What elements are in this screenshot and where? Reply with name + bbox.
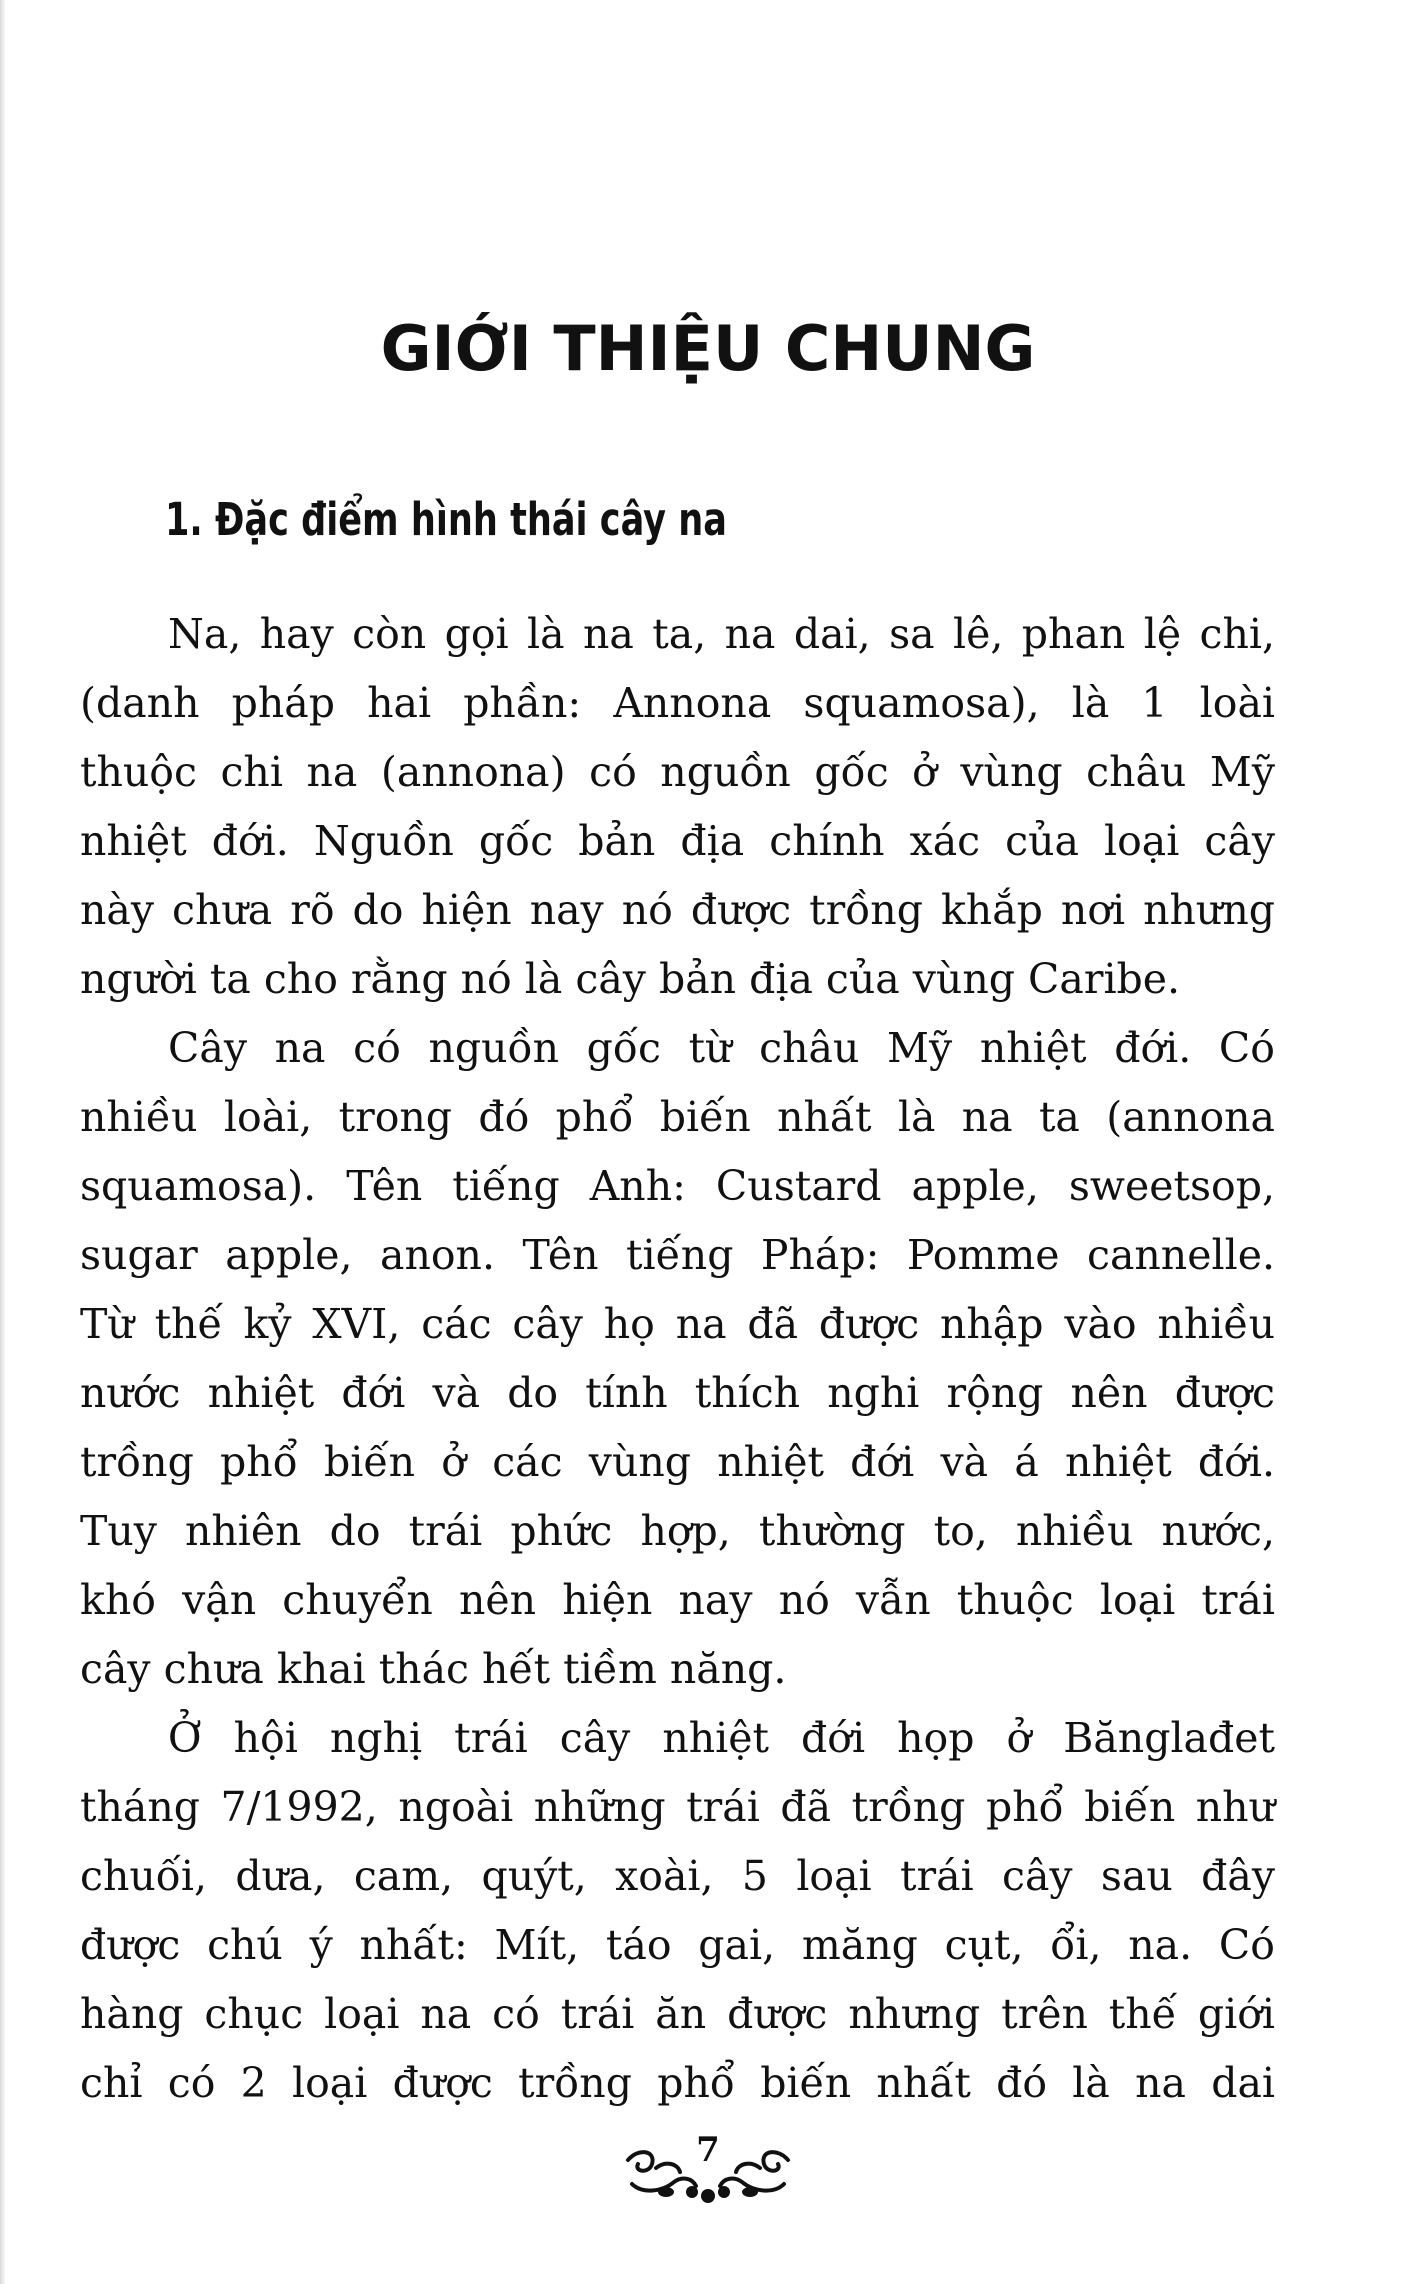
text-line: chỉ có 2 loại được trồng phổ biến nhất đó là na dai [80, 2059, 1275, 2107]
text-line: nhiệt đới. Nguồn gốc bản địa chính xác của loại cây [80, 817, 1275, 865]
paragraph-2 [80, 1014, 1275, 1704]
text-line: squamosa). Tên tiếng Anh: Custard apple, sweetsop, [80, 1162, 1275, 1210]
text-line: người ta cho rằng nó là cây bản địa của vùng Caribe. [80, 955, 1181, 1003]
text-line: (danh pháp hai phần: Annona squamosa), là 1 loài [80, 679, 1275, 727]
text-line: Ở hội nghị trái cây nhiệt đới họp ở Bănglađet [168, 1714, 1275, 1762]
text-line: nhiều loài, trong đó phổ biến nhất là na ta (annona [80, 1093, 1275, 1141]
text-line: cây chưa khai thác hết tiềm năng. [80, 1645, 787, 1693]
text-line: thuộc chi na (annona) có nguồn gốc ở vùng châu Mỹ [80, 748, 1275, 796]
text-line: chuối, dưa, cam, quýt, xoài, 5 loại trái cây sau đây [80, 1852, 1275, 1900]
page-number: 7 [696, 2130, 720, 2170]
body-text [80, 600, 1275, 2118]
text-line: sugar apple, anon. Tên tiếng Pháp: Pomme cannelle. [80, 1231, 1275, 1279]
paragraph-1 [80, 600, 1275, 1014]
text-line: nước nhiệt đới và do tính thích nghi rộng nên được [80, 1369, 1275, 1417]
page-footer [0, 2130, 1416, 2210]
text-line: này chưa rõ do hiện nay nó được trồng khắp nơi nhưng [80, 886, 1275, 934]
text-line: hàng chục loại na có trái ăn được nhưng trên thế giới [80, 1990, 1275, 2038]
paragraph-3 [80, 1704, 1275, 2118]
text-line: Tuy nhiên do trái phức hợp, thường to, nhiều nước, [80, 1507, 1275, 1555]
text-line: tháng 7/1992, ngoài những trái đã trồng phổ biến như [80, 1783, 1275, 1831]
text-line: trồng phổ biến ở các vùng nhiệt đới và á nhiệt đới. [80, 1438, 1275, 1486]
chapter-title: GIỚI THIỆU CHUNG [380, 312, 1036, 385]
text-line: Na, hay còn gọi là na ta, na dai, sa lê, phan lệ chi, [168, 610, 1275, 658]
section-heading: 1. Đặc điểm hình thái cây na [165, 493, 727, 546]
text-line: Cây na có nguồn gốc từ châu Mỹ nhiệt đới. Có [168, 1024, 1275, 1072]
text-line: được chú ý nhất: Mít, táo gai, măng cụt, ổi, na. Có [80, 1921, 1275, 1969]
text-line: khó vận chuyển nên hiện nay nó vẫn thuộc loại trái [80, 1576, 1275, 1624]
text-line: Từ thế kỷ XVI, các cây họ na đã được nhập vào nhiều [80, 1300, 1275, 1348]
